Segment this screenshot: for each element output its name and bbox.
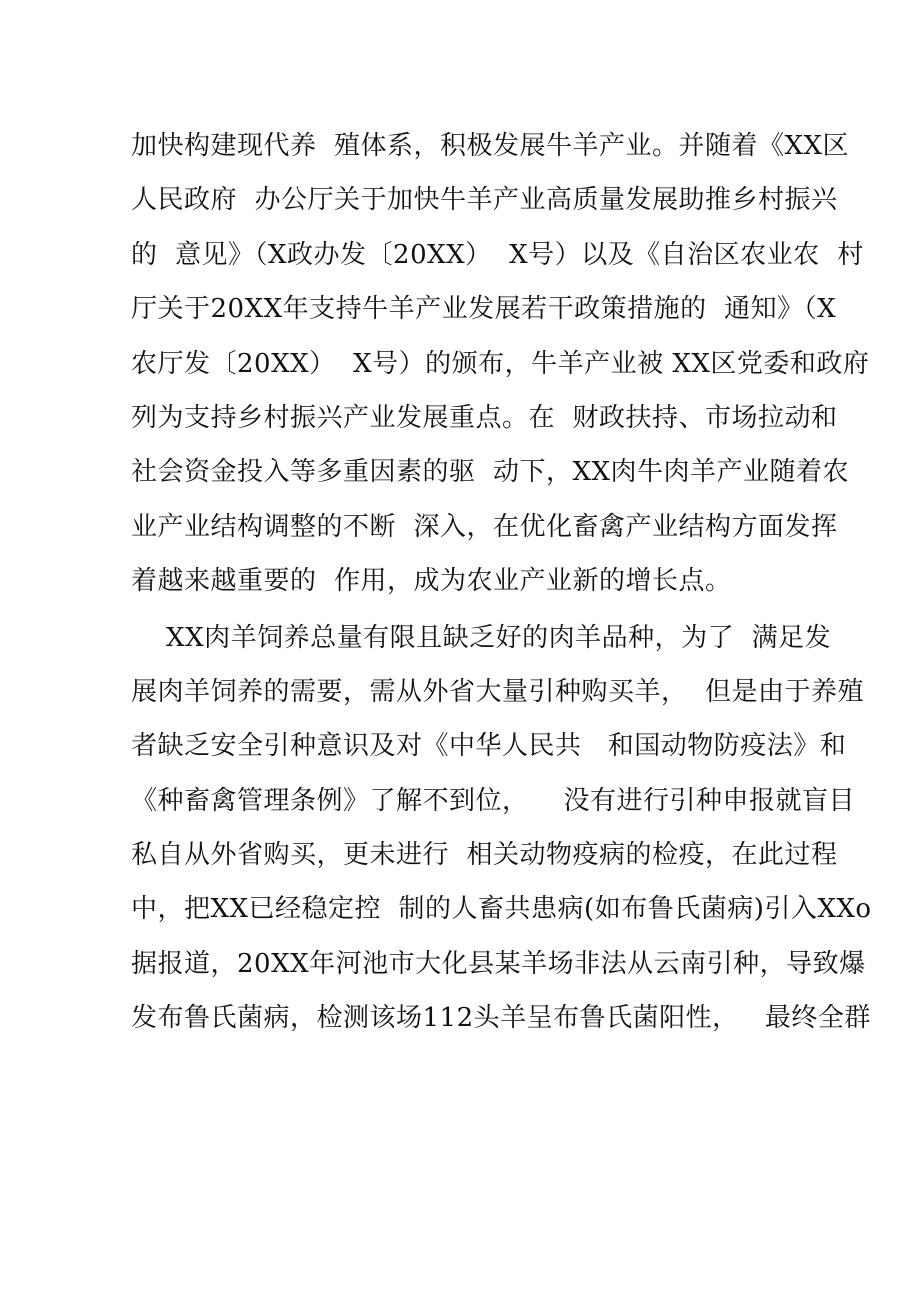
text-line: 《种畜禽管理条例》了解不到位， 没有进行引种申报就盲目 <box>131 785 856 816</box>
paragraph-2 <box>131 611 872 1046</box>
text-line: 展肉羊饲养的需要，需从外省大量引种购买羊， 但是由于养殖 <box>131 676 865 707</box>
text-line: 着越来越重要的 作用，成为农业产业新的增长点。 <box>131 566 732 597</box>
text-line: 人民政府 办公厅关于加快牛羊产业高质量发展助推乡村振兴 <box>131 185 838 216</box>
paragraph-1 <box>131 119 870 609</box>
text-line: 业产业结构调整的不断 深入，在优化畜禽产业结构方面发挥 <box>131 511 838 542</box>
text-line: 的 意见》（X政办发〔20XX） X号）以及《自治区农业农 村 <box>131 239 864 270</box>
text-line: 厅关于20XX年支持牛羊产业发展若干政策措施的 通知》（X <box>131 294 837 325</box>
text-line: 农厅发〔20XX） X号）的颁布，牛羊产业被 XX区党委和政府 <box>131 348 870 379</box>
text-line: 据报道，20XX年河池市大化县某羊场非法从云南引种，导致爆 <box>131 948 866 979</box>
text-line: 中，把XX已经稳定控 制的人畜共患病(如布鲁氏菌病)引入XXo <box>131 894 872 925</box>
text-line: 社会资金投入等多重因素的驱 动下，XX肉牛肉羊产业随着农 <box>131 457 850 488</box>
text-line: 加快构建现代养 殖体系，积极发展牛羊产业。并随着《XX区 <box>131 131 850 161</box>
text-line: 者缺乏安全引种意识及对《中华人民共 和国动物防疫法》和 <box>131 731 847 762</box>
text-line: XX肉羊饲养总量有限且缺乏好的肉羊品种，为了 满足发 <box>131 622 832 653</box>
text-line: 发布鲁氏菌病，检测该场112头羊呈布鲁氏菌阳性， 最终全群 <box>131 1003 871 1034</box>
document-body <box>131 119 872 1046</box>
text-line: 私自从外省购买，更未进行 相关动物疫病的检疫，在此过程 <box>131 840 838 871</box>
text-line: 列为支持乡村振兴产业发展重点。在 财政扶持、市场拉动和 <box>131 402 838 433</box>
